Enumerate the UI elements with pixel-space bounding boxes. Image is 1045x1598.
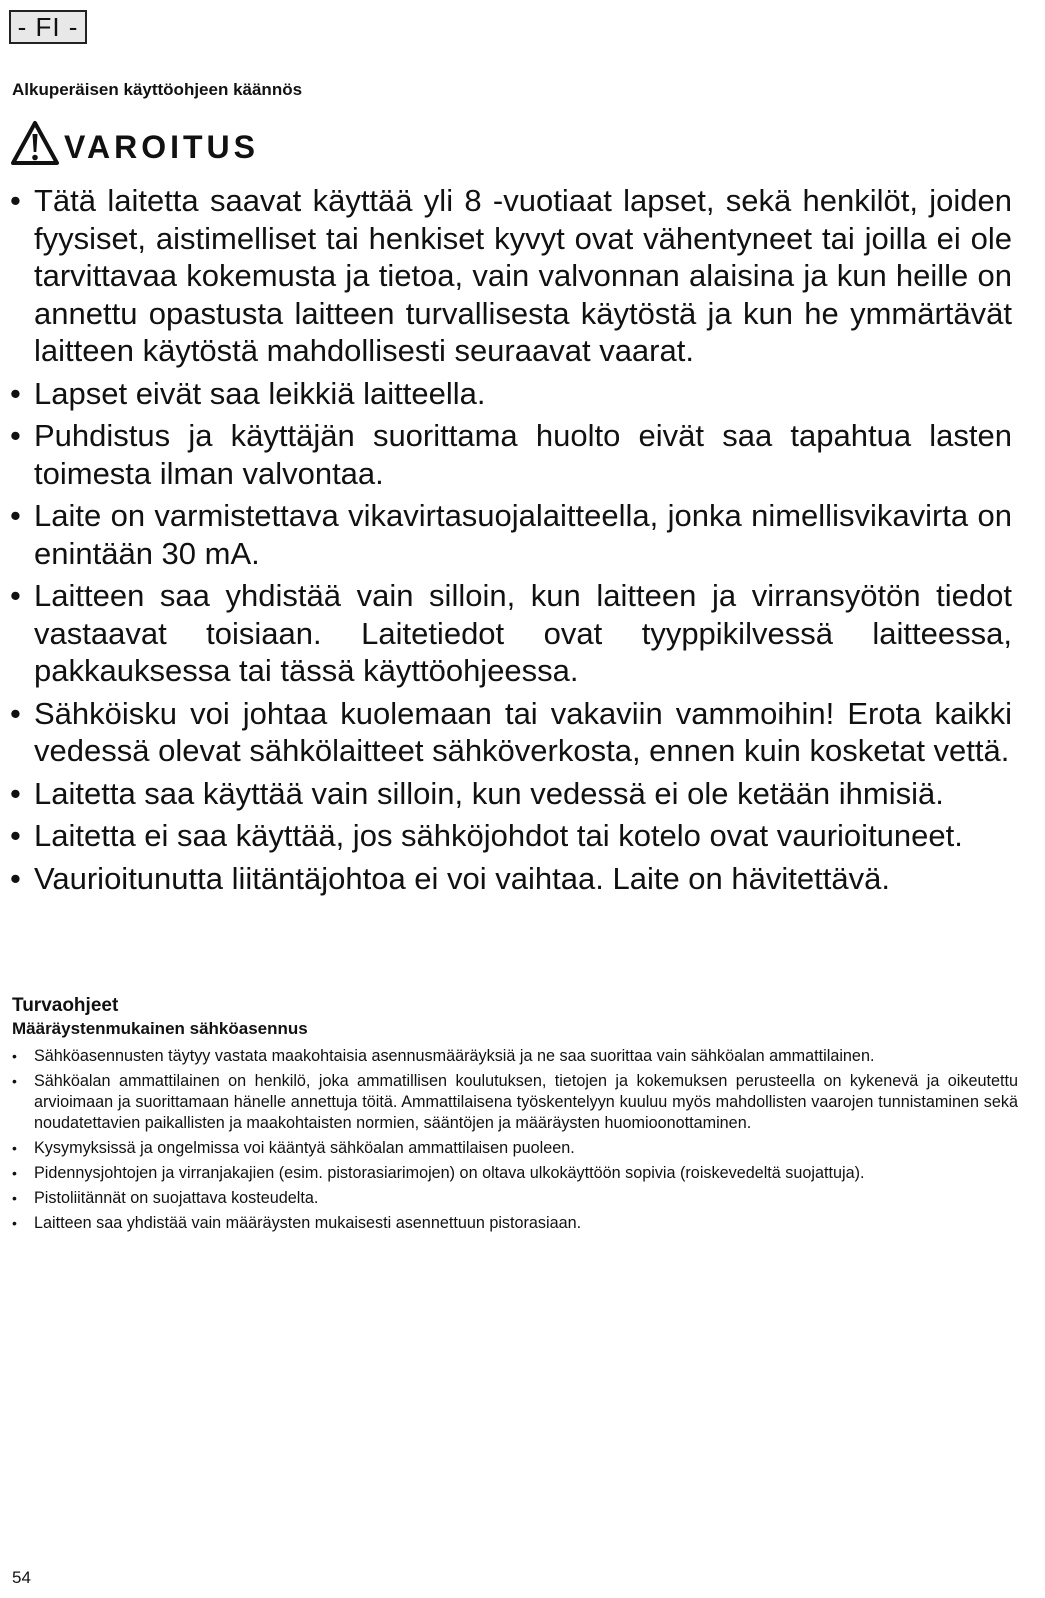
safety-item: • Sähköasennusten täytyy vastata maakohtaisia asennusmääräyksiä ja ne saa suorittaa vain sähköalan ammattilainen. <box>12 1047 875 1065</box>
warning-item: • Vaurioitunutta liitäntäjohtoa ei voi vaihtaa. Laite on hävitettävä. <box>10 860 890 896</box>
safety-subheading: Määräystenmukainen sähköasennus <box>12 1019 308 1038</box>
warning-list <box>10 182 1012 902</box>
safety-section <box>12 994 1018 1238</box>
language-tag: - FI - <box>9 10 87 44</box>
warning-header <box>10 120 259 166</box>
warning-item: • Laitteen saa yhdistää vain silloin, kun laitteen ja virransyötön tiedot vastaavat toisiaan. Laitetiedot ovat tyyppikilvessä laitteessa, pakkauksessa tai tässä käyttöohjeessa. <box>10 578 1012 688</box>
document-subtitle: Alkuperäisen käyttöohjeen käännös <box>12 80 303 99</box>
warning-triangle-icon <box>10 120 60 166</box>
warning-item: • Puhdistus ja käyttäjän suorittama huolto eivät saa tapahtua lasten toimesta ilman valvontaa. <box>10 418 1012 491</box>
warning-item: • Laitetta saa käyttää vain silloin, kun vedessä ei ole ketään ihmisiä. <box>10 775 944 811</box>
warning-title: VAROITUS <box>64 129 259 165</box>
safety-item: • Laitteen saa yhdistää vain määräysten mukaisesti asennettuun pistorasiaan. <box>12 1214 582 1232</box>
safety-item: • Pistoliitännät on suojattava kosteudelta. <box>12 1189 319 1207</box>
safety-item: • Kysymyksissä ja ongelmissa voi kääntyä sähköalan ammattilaisen puoleen. <box>12 1139 575 1157</box>
warning-item: • Tätä laitetta saavat käyttää yli 8 -vuotiaat lapset, sekä henkilöt, joiden fyysiset, aistimelliset tai henkiset kyvyt ovat vähentyneet tai joilla ei ole tarvittavaa kokemusta ja tietoa, vain valvonnan alaisina ja kun heille on annettu opastusta laitteen turvallisesta käytöstä ja kun he ymmärtävät laitteen käytöstä mahdollisesti seuraavat vaarat. <box>10 183 1012 368</box>
warning-item: • Lapset eivät saa leikkiä laitteella. <box>10 375 486 411</box>
warning-item: • Sähköisku voi johtaa kuolemaan tai vakaviin vammoihin! Erota kaikki vedessä olevat sähkölaitteet sähköverkosta, ennen kuin kosketat vettä. <box>10 695 1012 768</box>
page-number: 54 <box>12 1568 31 1587</box>
warning-item: • Laitetta ei saa käyttää, jos sähköjohdot tai kotelo ovat vaurioituneet. <box>10 818 963 853</box>
safety-list <box>12 1046 1018 1234</box>
safety-heading: Turvaohjeet <box>12 995 119 1016</box>
safety-item: • Pidennysjohtojen ja virranjakajien (esim. pistorasiarimojen) on oltava ulkokäyttöön sopivia (roiskevedeltä suojattuja). <box>12 1164 865 1182</box>
safety-item: • Sähköalan ammattilainen on henkilö, joka ammatillisen koulutuksen, tietojen ja kokemuksen perusteella on kykenevä ja oikeutettu arvioimaan ja suorittamaan hänelle annettuja töitä. Ammattilaisena työskentelyyn kuuluu myös mahdollisten vaarojen tunnistaminen sekä noudatettavien paikallisten ja maakohtaisten normien, sääntöjen ja määräysten huomioonottaminen. <box>12 1072 1018 1132</box>
warning-item: • Laite on varmistettava vikavirtasuojalaitteella, jonka nimellisvikavirta on enintään 30 mA. <box>10 498 1012 571</box>
